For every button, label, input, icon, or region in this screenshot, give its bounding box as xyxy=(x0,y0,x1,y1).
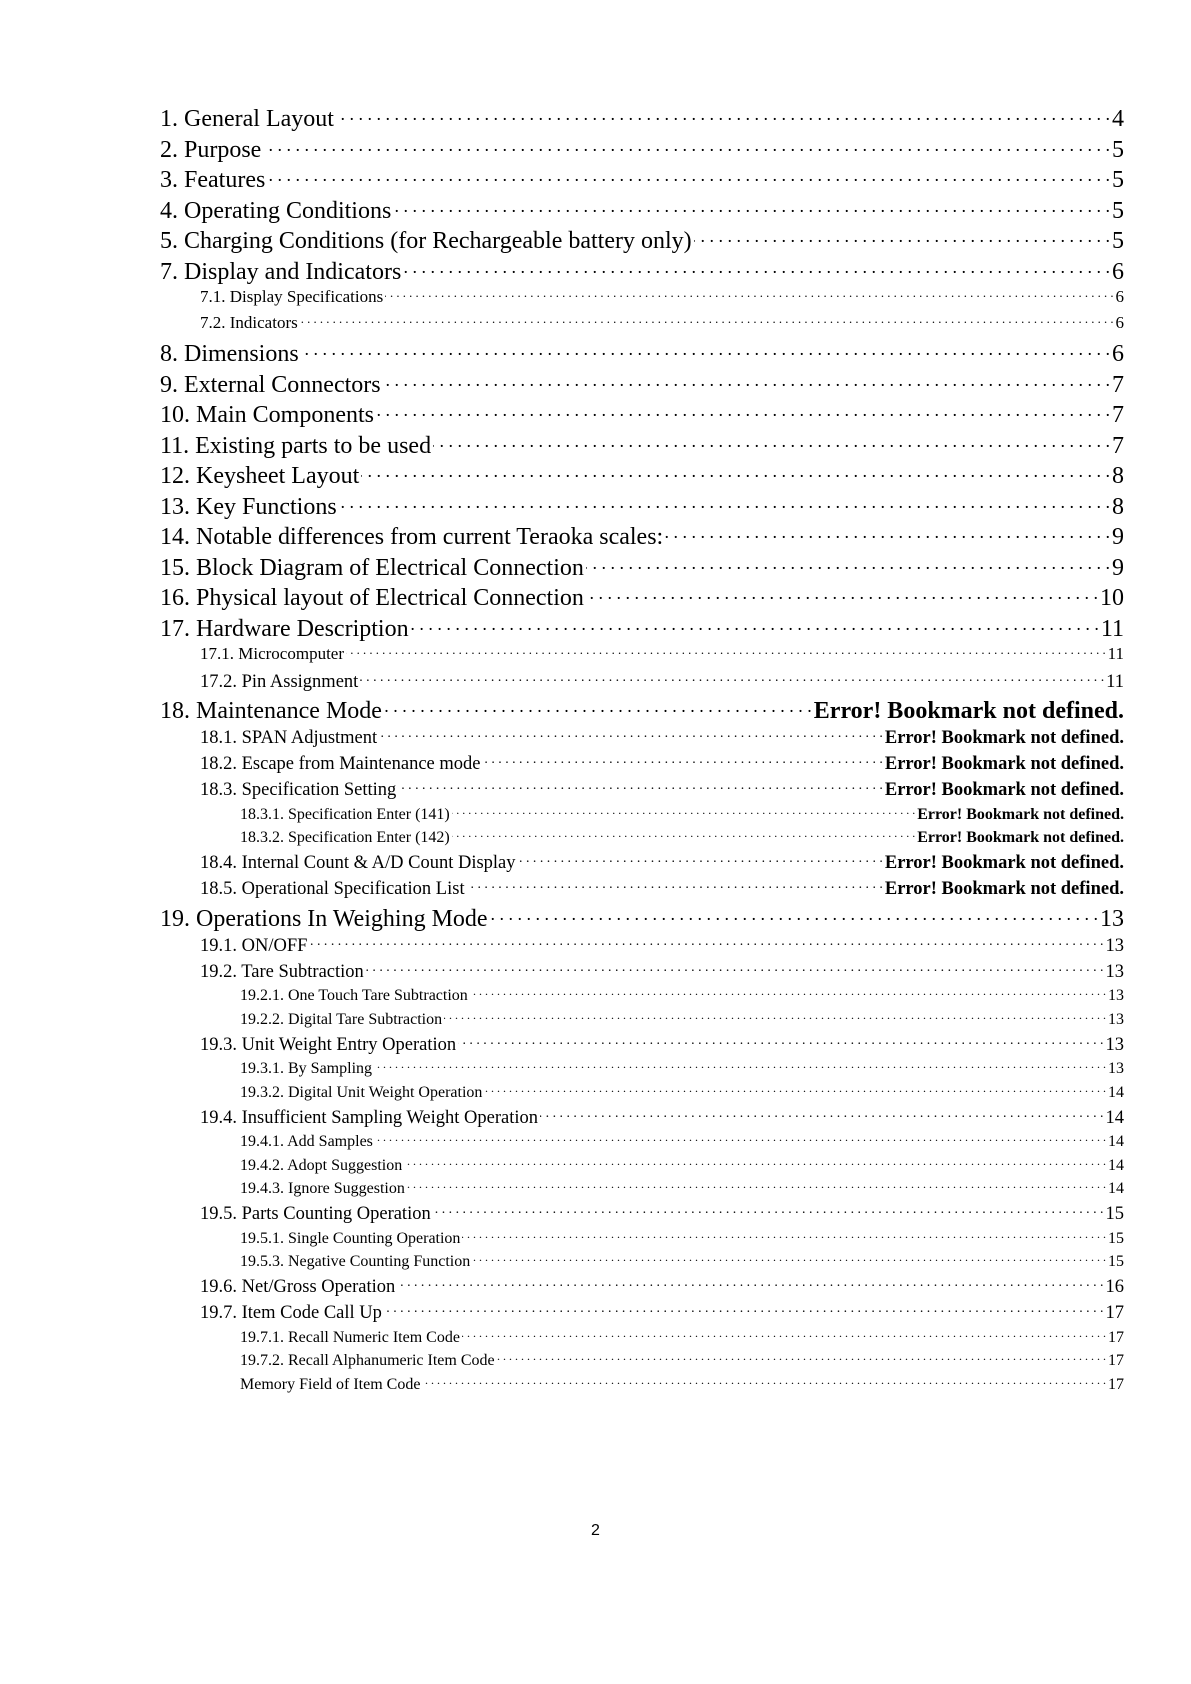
toc-entry-title: 19.3.1. By Sampling xyxy=(240,1060,373,1077)
toc-dot-leader xyxy=(309,932,1103,951)
toc-dot-leader xyxy=(379,725,883,744)
toc-entry-page: 14 xyxy=(1108,1156,1124,1174)
toc-entry-title: 5. Charging Conditions (for Rechargeable battery only) xyxy=(160,228,692,254)
toc-dot-leader xyxy=(433,429,1110,453)
toc-dot-leader xyxy=(518,850,883,869)
toc-entry-page: 13 xyxy=(1100,905,1124,932)
toc-entry-title: 11. Existing parts to be used xyxy=(160,432,432,459)
toc-dot-leader xyxy=(336,102,1110,126)
toc-entry-page: 13 xyxy=(1105,1034,1124,1055)
toc-entry-page: 14 xyxy=(1108,1180,1124,1197)
toc-entry-page: 5 xyxy=(1112,136,1124,163)
toc-entry[interactable] xyxy=(160,255,1124,286)
toc-entry-page: 15 xyxy=(1105,1204,1124,1224)
toc-entry-title: 19.4.3. Ignore Suggestion xyxy=(240,1180,405,1197)
toc-entry-title: 8. Dimensions xyxy=(160,341,299,367)
toc-entry-title: 10. Main Components xyxy=(160,402,374,428)
toc-entry-title: 19.3. Unit Weight Entry Operation xyxy=(200,1034,457,1055)
toc-dot-leader xyxy=(694,224,1110,248)
toc-entry-title: 19.3.2. Digital Unit Weight Operation xyxy=(240,1083,483,1101)
toc-entry-page: Error! Bookmark not defined. xyxy=(884,853,1124,873)
toc-entry-page: 13 xyxy=(1108,1060,1124,1077)
toc-dot-leader xyxy=(346,642,1106,659)
toc-dot-leader xyxy=(398,777,883,796)
toc-entry-title: 19.5.3. Negative Counting Function xyxy=(240,1253,471,1270)
toc-dot-leader xyxy=(497,1349,1106,1365)
toc-entry-title: 19.6. Net/Gross Operation xyxy=(200,1277,396,1297)
toc-entry[interactable] xyxy=(160,194,1124,225)
toc-entry-page: Error! Bookmark not defined. xyxy=(917,829,1124,846)
toc-entry[interactable] xyxy=(160,459,1124,490)
toc-entry-page: 14 xyxy=(1108,1083,1124,1101)
toc-entry-page: 14 xyxy=(1108,1133,1124,1150)
toc-entry-title: Memory Field of Item Code xyxy=(240,1375,421,1393)
toc-entry-title: 19.7. Item Code Call Up xyxy=(200,1303,382,1323)
toc-entry-page: Error! Bookmark not defined. xyxy=(917,805,1124,823)
toc-entry-title: 19.4. Insufficient Sampling Weight Operation xyxy=(200,1107,538,1128)
table-of-contents xyxy=(160,102,1124,1396)
toc-entry[interactable] xyxy=(160,490,1124,521)
toc-entry-page: Error! Bookmark not defined. xyxy=(884,754,1124,774)
page-number: 2 xyxy=(591,1522,600,1539)
toc-entry-title: 15. Block Diagram of Electrical Connection xyxy=(160,554,584,581)
toc-entry[interactable] xyxy=(160,520,1124,551)
toc-entry-page: 6 xyxy=(1115,287,1124,306)
toc-dot-leader xyxy=(433,1201,1104,1220)
toc-entry-page: Error! Bookmark not defined. xyxy=(884,728,1124,748)
toc-entry[interactable] xyxy=(160,958,1124,984)
toc-entry-page: 9 xyxy=(1112,524,1124,550)
toc-dot-leader xyxy=(482,751,882,770)
toc-dot-leader xyxy=(472,1250,1106,1266)
toc-entry-page: 7 xyxy=(1112,371,1124,398)
toc-entry-title: 19.2. Tare Subtraction xyxy=(200,961,364,982)
toc-dot-leader xyxy=(339,490,1110,514)
toc-entry-page: 13 xyxy=(1105,935,1124,956)
toc-entry-title: 19.1. ON/OFF xyxy=(200,935,308,956)
toc-dot-leader xyxy=(393,194,1110,218)
toc-entry-title: 19.7.1. Recall Numeric Item Code xyxy=(240,1328,460,1346)
toc-entry[interactable] xyxy=(160,133,1124,164)
toc-entry-title: 18.5. Operational Specification List xyxy=(200,879,465,899)
toc-entry-page: 9 xyxy=(1112,554,1124,581)
toc-entry[interactable] xyxy=(160,932,1124,958)
toc-entry-title: 17.2. Pin Assignment xyxy=(200,671,359,692)
toc-entry[interactable] xyxy=(160,1326,1124,1350)
toc-dot-leader xyxy=(407,1177,1106,1193)
toc-dot-leader xyxy=(383,368,1110,392)
toc-entry-title: 2. Purpose xyxy=(160,136,262,163)
toc-entry-title: 19.7.2. Recall Alphanumeric Item Code xyxy=(240,1352,495,1369)
toc-dot-leader xyxy=(586,581,1098,605)
toc-entry-page: 15 xyxy=(1108,1253,1124,1270)
toc-entry[interactable] xyxy=(160,285,1124,311)
toc-entry-title: 13. Key Functions xyxy=(160,493,337,520)
toc-entry-page: 5 xyxy=(1112,197,1124,224)
toc-entry-page: 10 xyxy=(1100,585,1124,611)
toc-entry-page: 7 xyxy=(1112,402,1124,428)
toc-entry[interactable] xyxy=(160,902,1124,933)
toc-dot-leader xyxy=(458,1031,1103,1050)
toc-dot-leader xyxy=(385,285,1113,302)
toc-entry-title: 18.4. Internal Count & A/D Count Display xyxy=(200,853,516,873)
toc-entry-page: 8 xyxy=(1112,463,1124,489)
toc-dot-leader xyxy=(374,1057,1106,1073)
toc-entry[interactable] xyxy=(160,642,1124,668)
toc-entry-page: 15 xyxy=(1108,1229,1124,1247)
toc-dot-leader xyxy=(301,337,1110,361)
toc-dot-leader xyxy=(397,1274,1103,1293)
toc-entry-page: Error! Bookmark not defined. xyxy=(884,879,1124,899)
toc-entry[interactable] xyxy=(160,751,1124,777)
toc-entry-page: 17 xyxy=(1105,1303,1124,1323)
toc-entry[interactable] xyxy=(160,1201,1124,1227)
toc-entry[interactable] xyxy=(160,612,1124,643)
toc-entry[interactable] xyxy=(160,1031,1124,1057)
toc-entry-title: 18.2. Escape from Maintenance mode xyxy=(200,754,481,774)
toc-entry-page: 4 xyxy=(1112,106,1124,132)
toc-dot-leader xyxy=(467,876,883,895)
toc-entry-page: 6 xyxy=(1112,341,1124,367)
toc-entry-title: 18.3.1. Specification Enter (141) xyxy=(240,805,450,823)
toc-entry-title: 7.1. Display Specifications xyxy=(200,287,384,306)
toc-entry[interactable] xyxy=(160,850,1124,876)
toc-entry-page: 8 xyxy=(1112,493,1124,520)
toc-entry[interactable] xyxy=(160,1373,1124,1397)
toc-entry-page: 14 xyxy=(1105,1107,1124,1128)
toc-entry-page: Error! Bookmark not defined. xyxy=(813,698,1124,724)
toc-entry-title: 7. Display and Indicators xyxy=(160,258,402,285)
toc-entry-page: 17 xyxy=(1108,1328,1124,1346)
toc-entry-page: 6 xyxy=(1112,258,1124,285)
toc-entry[interactable] xyxy=(160,1250,1124,1274)
toc-dot-leader xyxy=(384,694,812,718)
toc-entry-title: 9. External Connectors xyxy=(160,371,381,398)
toc-entry-title: 14. Notable differences from current Teraoka scales: xyxy=(160,524,664,550)
toc-dot-leader xyxy=(360,668,1104,687)
toc-entry[interactable] xyxy=(160,668,1124,694)
toc-entry-page: 16 xyxy=(1105,1277,1124,1297)
toc-dot-leader xyxy=(484,1081,1106,1097)
toc-entry[interactable] xyxy=(160,876,1124,902)
toc-dot-leader xyxy=(462,1326,1106,1342)
toc-dot-leader xyxy=(665,520,1110,544)
toc-entry[interactable] xyxy=(160,1274,1124,1300)
toc-entry-page: 11 xyxy=(1100,615,1124,642)
toc-entry-title: 19.5.1. Single Counting Operation xyxy=(240,1229,461,1247)
toc-entry-title: 18. Maintenance Mode xyxy=(160,698,382,724)
toc-entry-title: 18.1. SPAN Adjustment xyxy=(200,728,378,748)
toc-entry[interactable] xyxy=(160,1008,1124,1032)
toc-entry-title: 4. Operating Conditions xyxy=(160,197,392,224)
toc-entry-title: 17. Hardware Description xyxy=(160,615,409,642)
toc-entry-title: 16. Physical layout of Electrical Connection xyxy=(160,585,584,611)
toc-entry-title: 12. Keysheet Layout xyxy=(160,463,360,489)
toc-dot-leader xyxy=(263,133,1110,157)
toc-entry-page: 13 xyxy=(1108,1010,1124,1028)
toc-entry-title: 7.2. Indicators xyxy=(200,313,298,332)
toc-entry-title: 3. Features xyxy=(160,167,266,193)
toc-entry-page: 11 xyxy=(1107,644,1124,663)
toc-entry[interactable] xyxy=(160,429,1124,460)
toc-dot-leader xyxy=(444,1008,1106,1024)
toc-entry-title: 19.4.1. Add Samples xyxy=(240,1133,373,1150)
toc-entry[interactable] xyxy=(160,551,1124,582)
toc-dot-leader xyxy=(411,612,1099,636)
toc-entry[interactable] xyxy=(160,398,1124,429)
toc-entry-page: 13 xyxy=(1105,961,1124,982)
toc-dot-leader xyxy=(452,826,915,842)
toc-entry[interactable] xyxy=(160,102,1124,133)
toc-dot-leader xyxy=(267,163,1110,187)
toc-dot-leader xyxy=(452,803,915,819)
toc-entry-title: 18.3.2. Specification Enter (142) xyxy=(240,829,450,846)
toc-entry-title: 19.5. Parts Counting Operation xyxy=(200,1204,431,1224)
toc-entry-title: 19. Operations In Weighing Mode xyxy=(160,905,488,932)
toc-entry[interactable] xyxy=(160,581,1124,612)
toc-dot-leader xyxy=(490,902,1098,926)
toc-entry[interactable] xyxy=(160,1130,1124,1154)
toc-entry[interactable] xyxy=(160,1300,1124,1326)
toc-entry[interactable] xyxy=(160,1057,1124,1081)
toc-dot-leader xyxy=(422,1373,1106,1389)
toc-entry[interactable] xyxy=(160,694,1124,725)
toc-entry-page: 6 xyxy=(1115,313,1124,332)
toc-entry[interactable] xyxy=(160,311,1124,337)
toc-dot-leader xyxy=(462,1227,1106,1243)
toc-entry[interactable] xyxy=(160,1227,1124,1251)
toc-dot-leader xyxy=(384,1300,1104,1319)
toc-entry[interactable] xyxy=(160,777,1124,803)
toc-entry[interactable] xyxy=(160,1154,1124,1178)
toc-dot-leader xyxy=(366,958,1104,977)
toc-entry[interactable] xyxy=(160,1081,1124,1105)
toc-entry[interactable] xyxy=(160,803,1124,827)
toc-entry[interactable] xyxy=(160,1349,1124,1373)
toc-entry-page: 5 xyxy=(1112,167,1124,193)
toc-dot-leader xyxy=(300,311,1114,328)
toc-dot-leader xyxy=(586,551,1110,575)
toc-dot-leader xyxy=(403,255,1110,279)
toc-dot-leader xyxy=(404,1154,1106,1170)
toc-dot-leader xyxy=(470,984,1106,1000)
toc-entry-title: 19.2.2. Digital Tare Subtraction xyxy=(240,1010,443,1028)
toc-entry-title: 1. General Layout xyxy=(160,106,334,132)
toc-entry[interactable] xyxy=(160,1104,1124,1130)
toc-entry[interactable] xyxy=(160,984,1124,1008)
toc-entry-page: 5 xyxy=(1112,228,1124,254)
toc-entry-page: 13 xyxy=(1108,987,1124,1004)
toc-entry-page: 17 xyxy=(1108,1375,1124,1393)
toc-entry[interactable] xyxy=(160,725,1124,751)
toc-entry-title: 17.1. Microcomputer xyxy=(200,644,344,663)
toc-entry-page: 11 xyxy=(1106,671,1124,692)
toc-dot-leader xyxy=(540,1104,1104,1123)
toc-entry[interactable] xyxy=(160,1177,1124,1201)
toc-entry-page: 7 xyxy=(1112,432,1124,459)
toc-entry-page: 17 xyxy=(1108,1352,1124,1369)
toc-dot-leader xyxy=(376,398,1110,422)
toc-entry-title: 18.3. Specification Setting xyxy=(200,780,397,800)
toc-dot-leader xyxy=(361,459,1110,483)
toc-dot-leader xyxy=(375,1130,1106,1146)
toc-entry[interactable] xyxy=(160,163,1124,194)
toc-entry-page: Error! Bookmark not defined. xyxy=(884,780,1124,800)
toc-entry[interactable] xyxy=(160,224,1124,255)
toc-entry-title: 19.2.1. One Touch Tare Subtraction xyxy=(240,987,468,1004)
toc-entry[interactable] xyxy=(160,368,1124,399)
toc-entry[interactable] xyxy=(160,826,1124,850)
toc-entry-title: 19.4.2. Adopt Suggestion xyxy=(240,1156,403,1174)
toc-entry[interactable] xyxy=(160,337,1124,368)
